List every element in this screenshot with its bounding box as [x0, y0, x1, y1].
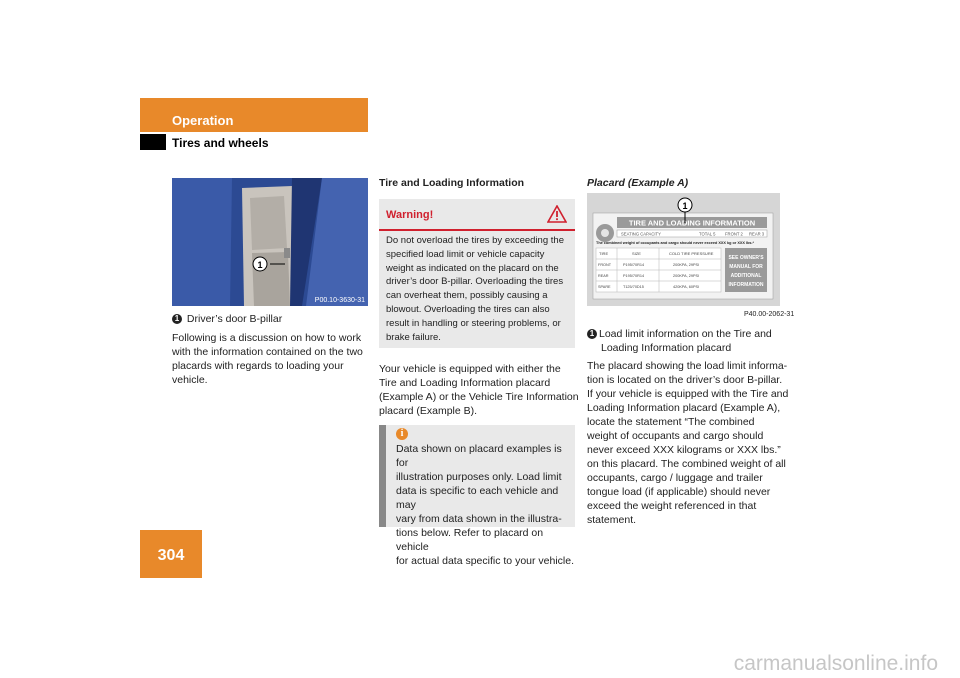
- photo-caption-text: Driver’s door B-pillar: [186, 313, 283, 325]
- text-line: weight as indicated on the placard on the: [386, 262, 559, 274]
- door-pillar-illustration: [172, 178, 368, 306]
- text-line: vary from data shown in the illustra-: [396, 513, 562, 525]
- placard-col-header: COLD TIRE PRESSURE: [669, 251, 714, 256]
- watermark-text: carmanualsonline.info: [733, 652, 938, 675]
- placard-side-note: ADDITIONAL: [730, 273, 762, 279]
- callout-badge: 1: [172, 314, 182, 324]
- placard-statement: The combined weight of occupants and cargo should never exceed XXX kg or XXX lbs.*: [596, 241, 755, 245]
- subsection-title: Tires and wheels: [172, 136, 269, 150]
- text-line: Do not overload the tires by exceeding the: [386, 235, 564, 246]
- text-line: never exceed XXX kilograms or XXX lbs.”: [587, 444, 781, 456]
- placard-side-note: SEE OWNER'S: [728, 255, 764, 261]
- placard-cell: FRONT: [598, 263, 612, 267]
- text-line: on this placard. The combined weight of all: [587, 458, 786, 470]
- photo-code: P00.10-3630-31: [314, 297, 365, 304]
- text-line: Loading Information placard (Example A),: [587, 402, 781, 414]
- placard-side-note: INFORMATION: [728, 282, 764, 288]
- placard-callout: 1: [682, 201, 688, 211]
- warning-title: Warning!: [386, 209, 434, 221]
- text-line: Tire and Loading Information placard: [379, 377, 551, 389]
- text-line: Loading Information placard: [601, 342, 732, 354]
- placard-title: TIRE AND LOADING INFORMATION: [628, 218, 756, 228]
- placard-cell: SPARE: [598, 285, 611, 289]
- text-line: Load limit information on the Tire and: [599, 328, 772, 340]
- text-line: brake failure.: [386, 331, 441, 343]
- photo-caption: [172, 312, 282, 326]
- text-line: with the information contained on the two: [172, 346, 363, 358]
- placard-seating-label: SEATING CAPACITY: [621, 231, 661, 237]
- text-line: The placard showing the load limit informa-: [587, 360, 788, 372]
- info-side-bar: [379, 425, 386, 527]
- text-line: occupants, cargo / luggage and trailer: [587, 472, 763, 484]
- info-box: [379, 425, 575, 567]
- text-line: driver’s door B-pillar. Overloading the tires: [386, 276, 564, 288]
- text-line: exceed the weight referenced in that: [587, 500, 757, 512]
- text-line: weight of occupants and cargo should: [587, 430, 764, 442]
- placard-seating-rear: REAR 3: [749, 231, 765, 237]
- warning-text: [386, 234, 572, 344]
- placard-seating-front: FRONT 2: [725, 231, 743, 237]
- watermark: [0, 652, 960, 676]
- placard-illustration: [587, 193, 780, 306]
- placard-cell: T125/70D15: [623, 285, 644, 289]
- intro-paragraph: [172, 331, 368, 387]
- placard-col-header: SIZE: [632, 251, 641, 256]
- text-line: for actual data specific to your vehicle.: [396, 555, 575, 567]
- info-text: [396, 442, 574, 568]
- placard-cell: 420KPA, 60PSI: [673, 285, 700, 289]
- text-line: Following is a discussion on how to work: [172, 332, 362, 344]
- text-line: locate the statement “The combined: [587, 416, 755, 428]
- text-line: data is specific to each vehicle and may: [396, 485, 559, 511]
- text-line: tions below. Refer to placard on vehicle: [396, 527, 544, 553]
- warning-divider: [379, 229, 575, 231]
- placard-caption: [587, 327, 787, 355]
- placard-image-code: P40.00-2062-31: [744, 311, 795, 318]
- equipment-paragraph: [379, 362, 579, 418]
- text-line: tion is located on the driver’s door B-pillar.: [587, 374, 783, 386]
- placard-cell: 200KPA, 29PSI: [673, 274, 700, 278]
- info-icon: i: [396, 428, 408, 440]
- placard-cell: P195/70R14: [623, 274, 645, 278]
- text-line: Data shown on placard examples is for: [396, 443, 562, 469]
- text-line: If your vehicle is equipped with the Tire and: [587, 388, 789, 400]
- text-line: tongue load (if applicable) should never: [587, 486, 771, 498]
- text-line: placard (Example B).: [379, 405, 478, 417]
- load-limit-paragraph: [587, 359, 797, 527]
- tire-loading-heading: Tire and Loading Information: [379, 177, 525, 189]
- placard-image: [587, 193, 780, 306]
- text-line: placards with regards to loading your: [172, 360, 344, 372]
- placard-seating-total: TOTAL 5: [699, 231, 716, 237]
- warning-box: [379, 199, 575, 348]
- text-line: illustration purposes only. Load limit: [396, 471, 562, 483]
- callout-badge: 1: [587, 329, 597, 339]
- photo-callout: 1: [257, 260, 263, 270]
- subsection-marker: [140, 134, 166, 150]
- placard-cell: P195/70R14: [623, 263, 645, 267]
- text-line: statement.: [587, 514, 637, 526]
- text-line: result in handling or steering problems, or: [386, 317, 561, 329]
- text-line: vehicle.: [172, 374, 208, 386]
- text-line: can overheat them, possibly causing a: [386, 290, 548, 302]
- placard-side-note: MANUAL FOR: [729, 264, 763, 270]
- section-title: Operation: [172, 113, 234, 128]
- placard-col-header: TIRE: [599, 251, 609, 256]
- placard-cell: REAR: [598, 274, 609, 278]
- placard-cell: 200KPA, 29PSI: [673, 263, 700, 267]
- door-pillar-photo: [172, 178, 368, 306]
- warning-triangle-icon: [547, 205, 567, 223]
- text-line: blowout. Overloading the tires can also: [386, 303, 550, 315]
- text-line: specified load limit or vehicle capacity: [386, 248, 545, 260]
- page-number: 304: [157, 547, 185, 564]
- text-line: (Example A) or the Vehicle Tire Information: [379, 391, 579, 403]
- text-line: Your vehicle is equipped with either the: [379, 363, 561, 375]
- placard-example-heading: Placard (Example A): [587, 177, 689, 189]
